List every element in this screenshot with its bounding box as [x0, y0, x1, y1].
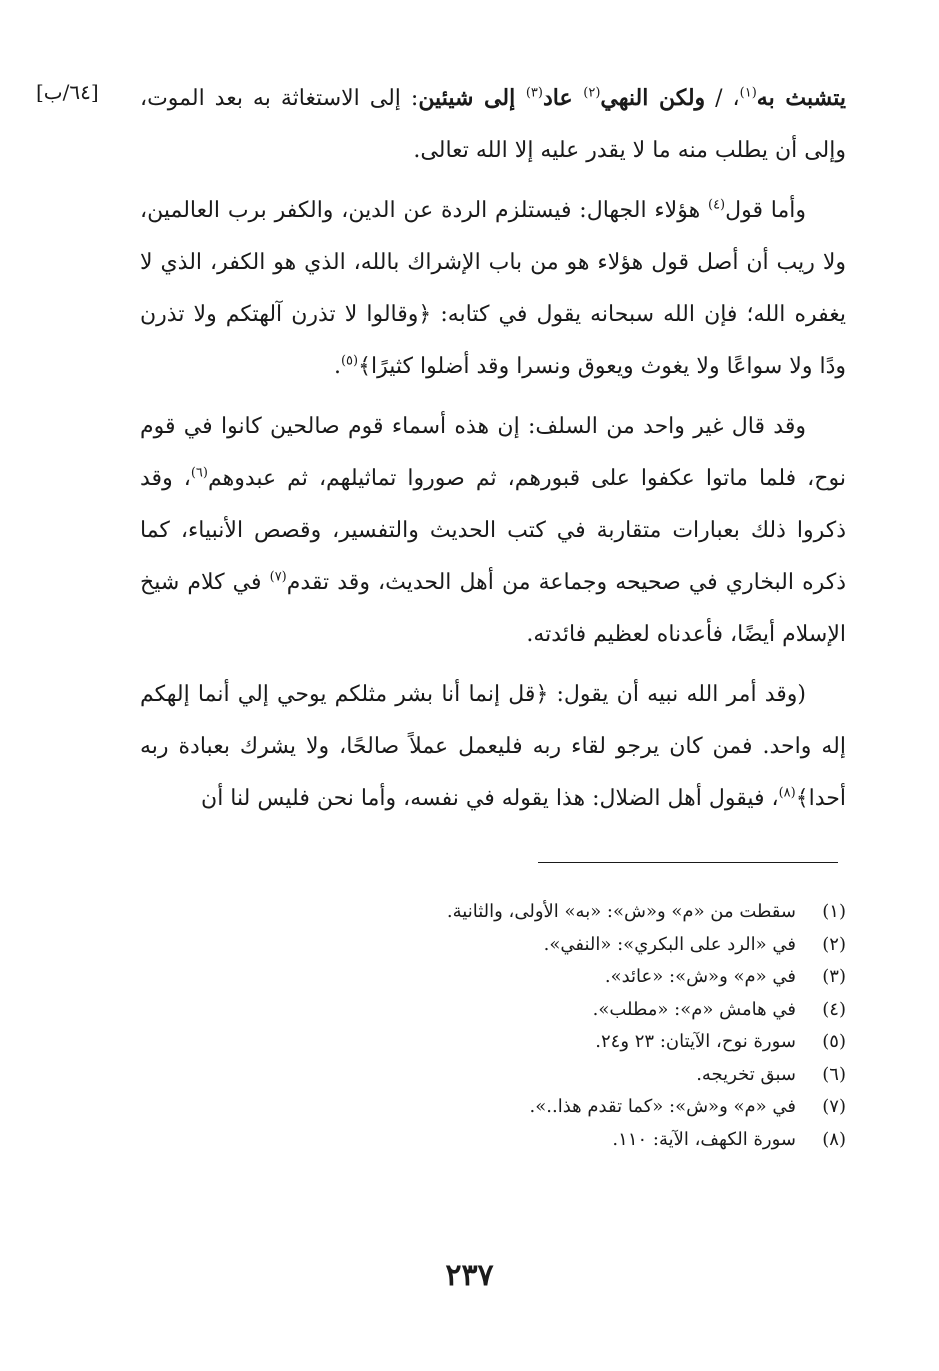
footnote	[286, 1059, 846, 1092]
footnote	[286, 961, 846, 994]
footnote-text: في «الرد على البكري»: «النفي».	[543, 933, 796, 955]
footnote-text: في هامش «م»: «مطلب».	[592, 998, 796, 1020]
footnote-number: (٦)	[822, 1063, 846, 1085]
footnotes	[286, 896, 846, 1156]
footnote	[286, 929, 846, 962]
text-segment: (وقد أمر الله نبيه أن يقول: ﴿قل إنما أنا بشر مثلكم يوحي إلي أنما إلهكم إله واحد. فمن كان يرجو لقاء ربه فليعمل عملاً صالحًا، ولا يشرك بعبادة ربه أحدا﴾	[140, 682, 846, 811]
text-segment: : إلى الاستغاثة به بعد الموت، وإلى أن يطلب منه ما لا يقدر عليه إلا الله تعالى.	[140, 86, 846, 163]
bold-text: ولكن النهي	[600, 85, 706, 111]
main-text	[140, 72, 846, 833]
footnote-ref: (٧)	[269, 569, 287, 585]
page-number: ٢٣٧	[445, 1258, 494, 1293]
footnote-text: سورة الكهف، الآية: ١١٠.	[612, 1128, 796, 1150]
footnote-text: سبق تخريجه.	[696, 1063, 796, 1085]
text-segment: .	[333, 354, 341, 379]
text-segment: وقد قال غير واحد من السلف: إن هذه أسماء قوم صالحين كانوا في قوم نوح، فلما ماتوا عكفوا على قبورهم، ثم صوروا تماثيلهم، ثم عبدوهم	[140, 414, 846, 491]
footnote-number: (٥)	[822, 1031, 846, 1052]
footnote-text: سقطت من «م» و«ش»: «به» الأولى، والثانية.	[446, 901, 796, 922]
footnote-number: (٤)	[822, 998, 846, 1020]
text-segment: ، فيقول أهل الضلال: هذا يقوله في نفسه، وأما نحن فليس لنا أن	[201, 786, 779, 811]
footnote-ref: (١)	[739, 85, 757, 101]
text-segment: هؤلاء الجهال: فيستلزم الردة عن الدين، والكفر برب العالمين، ولا ريب أن أصل قول هؤلاء هو من باب الإشراك بالله، الذي هو الكفر، الذي لا يغفره الله؛ فإن الله سبحانه يقول في كتابه: ﴿وقالوا لا تذرن آلهتكم ولا تذرن ودًا ولا سواعًا ولا يغوث ويعوق ونسرا وقد أضلوا كثيرًا﴾	[140, 198, 846, 379]
bold-text: يتشبث به	[756, 85, 846, 111]
paragraph	[140, 401, 846, 661]
footnote-ref: (٦)	[190, 465, 208, 481]
footnote-number: (٣)	[822, 966, 846, 987]
bold-text: إلى شيئين	[418, 85, 526, 111]
footnote	[286, 1091, 846, 1124]
footnote-text: سورة نوح، الآيتان: ٢٣ و٢٤.	[595, 1031, 796, 1052]
text-segment: ، /	[705, 86, 740, 111]
footnote-number: (٨)	[822, 1128, 846, 1150]
footnote-ref: (٣)	[525, 85, 543, 101]
footnote	[286, 1124, 846, 1157]
footnote-number: (٧)	[822, 1096, 846, 1117]
footnote-number: (٢)	[822, 933, 846, 955]
paragraph	[140, 72, 846, 177]
footnote-text: في «م» و«ش»: «عائد».	[604, 966, 796, 987]
text-segment: في كلام شيخ الإسلام أيضًا، فأعدناه لعظيم فائدته.	[140, 570, 846, 647]
footnote-number: (١)	[822, 901, 846, 922]
folio-marker: [٦٤/ب]	[36, 80, 99, 104]
footnote	[286, 994, 846, 1027]
footnote	[286, 896, 846, 929]
paragraph	[140, 669, 846, 825]
bold-text: عاد	[542, 85, 584, 111]
text-segment: ، وقد ذكروا ذلك بعبارات متقاربة في كتب الحديث والتفسير، وقصص الأنبياء، كما ذكره البخاري في صحيحه وجماعة من أهل الحديث، وقد تقدم	[140, 466, 847, 595]
footnote-ref: (٨)	[778, 785, 796, 801]
footnote-ref: (٥)	[340, 353, 359, 369]
footnote-text: في «م» و«ش»: «كما تقدم هذا..».	[529, 1096, 796, 1117]
paragraph	[140, 185, 846, 393]
text-segment: وأما قول	[725, 198, 806, 223]
footnote	[286, 1026, 846, 1059]
footnote-ref: (٤)	[707, 197, 726, 213]
footnote-ref: (٢)	[583, 85, 601, 101]
footnote-divider	[538, 862, 838, 863]
